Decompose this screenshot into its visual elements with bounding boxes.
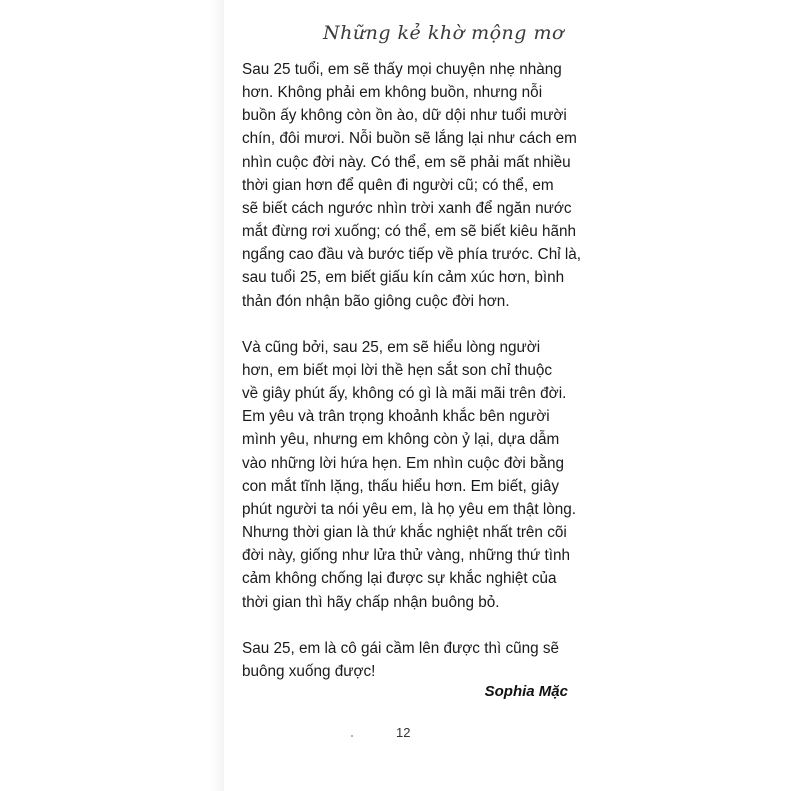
text-line: chín, đôi mươi. Nỗi buồn sẽ lắng lại như cách em [242, 130, 577, 148]
text-line: thời gian hơn để quên đi người cũ; có thể, em [242, 176, 554, 194]
author-signature: Sophia Mặc [484, 683, 568, 700]
text-line: vào những lời hứa hẹn. Em nhìn cuộc đời bằng [242, 454, 565, 472]
text-line: Em yêu và trân trọng khoảnh khắc bên người [242, 408, 550, 426]
text-line: Nhưng thời gian là thứ khắc nghiệt nhất trên cõi [242, 524, 567, 542]
text-line: cảm không chống lại được sự khắc nghiệt của [242, 570, 557, 588]
text-line: thản đón nhận bão giông cuộc đời hơn. [242, 292, 510, 310]
paragraph-2 [242, 336, 577, 614]
page-edge-shadow [210, 0, 224, 791]
text-line: phút người ta nói yêu em, là họ yêu em thật lòng. [242, 500, 577, 518]
print-speck [351, 735, 353, 737]
text-line: Và cũng bởi, sau 25, em sẽ hiểu lòng người [242, 338, 541, 356]
text-line: mình yêu, nhưng em không còn ỷ lại, dựa dẫm [242, 431, 560, 449]
paragraph-1 [242, 58, 582, 313]
text-line: mắt đừng rơi xuống; có thể, em sẽ biết kiêu hãnh [242, 223, 577, 241]
text-line: hơn, em biết mọi lời thề hẹn sắt son chỉ thuộc [242, 361, 553, 379]
text-line: Sau 25, em là cô gái cầm lên được thì cũng sẽ [242, 639, 560, 657]
text-line: Sau 25 tuổi, em sẽ thấy mọi chuyện nhẹ nhàng [242, 61, 562, 78]
text-line: buồn ấy không còn ồn ào, dữ dội như tuổi mười [242, 107, 567, 125]
body-text [242, 58, 582, 683]
paragraph-3 [242, 637, 572, 683]
text-line: sẽ biết cách ngước nhìn trời xanh để ngăn nước [242, 199, 572, 217]
page-number: 12 [396, 725, 411, 740]
text-line: hơn. Không phải em không buồn, nhưng nỗi [242, 84, 543, 102]
text-line: thời gian thì hãy chấp nhận buông bỏ. [242, 593, 500, 611]
running-head: Những kẻ khờ mộng mơ [323, 22, 564, 44]
text-line: buông xuống được! [242, 662, 376, 680]
text-line: đời này, giống như lửa thử vàng, những thứ tình [242, 547, 570, 565]
text-line: sau tuổi 25, em biết giấu kín cảm xúc hơn, bình [242, 269, 565, 287]
text-line: con mắt tĩnh lặng, thấu hiểu hơn. Em biết, giây [242, 477, 560, 495]
text-line: ngẩng cao đầu và bước tiếp về phía trước. Chỉ là, [242, 246, 582, 264]
text-line: về giây phút ấy, không có gì là mãi mãi trên đời. [242, 385, 567, 403]
text-line: nhìn cuộc đời này. Có thể, em sẽ phải mất nhiều [242, 153, 571, 171]
